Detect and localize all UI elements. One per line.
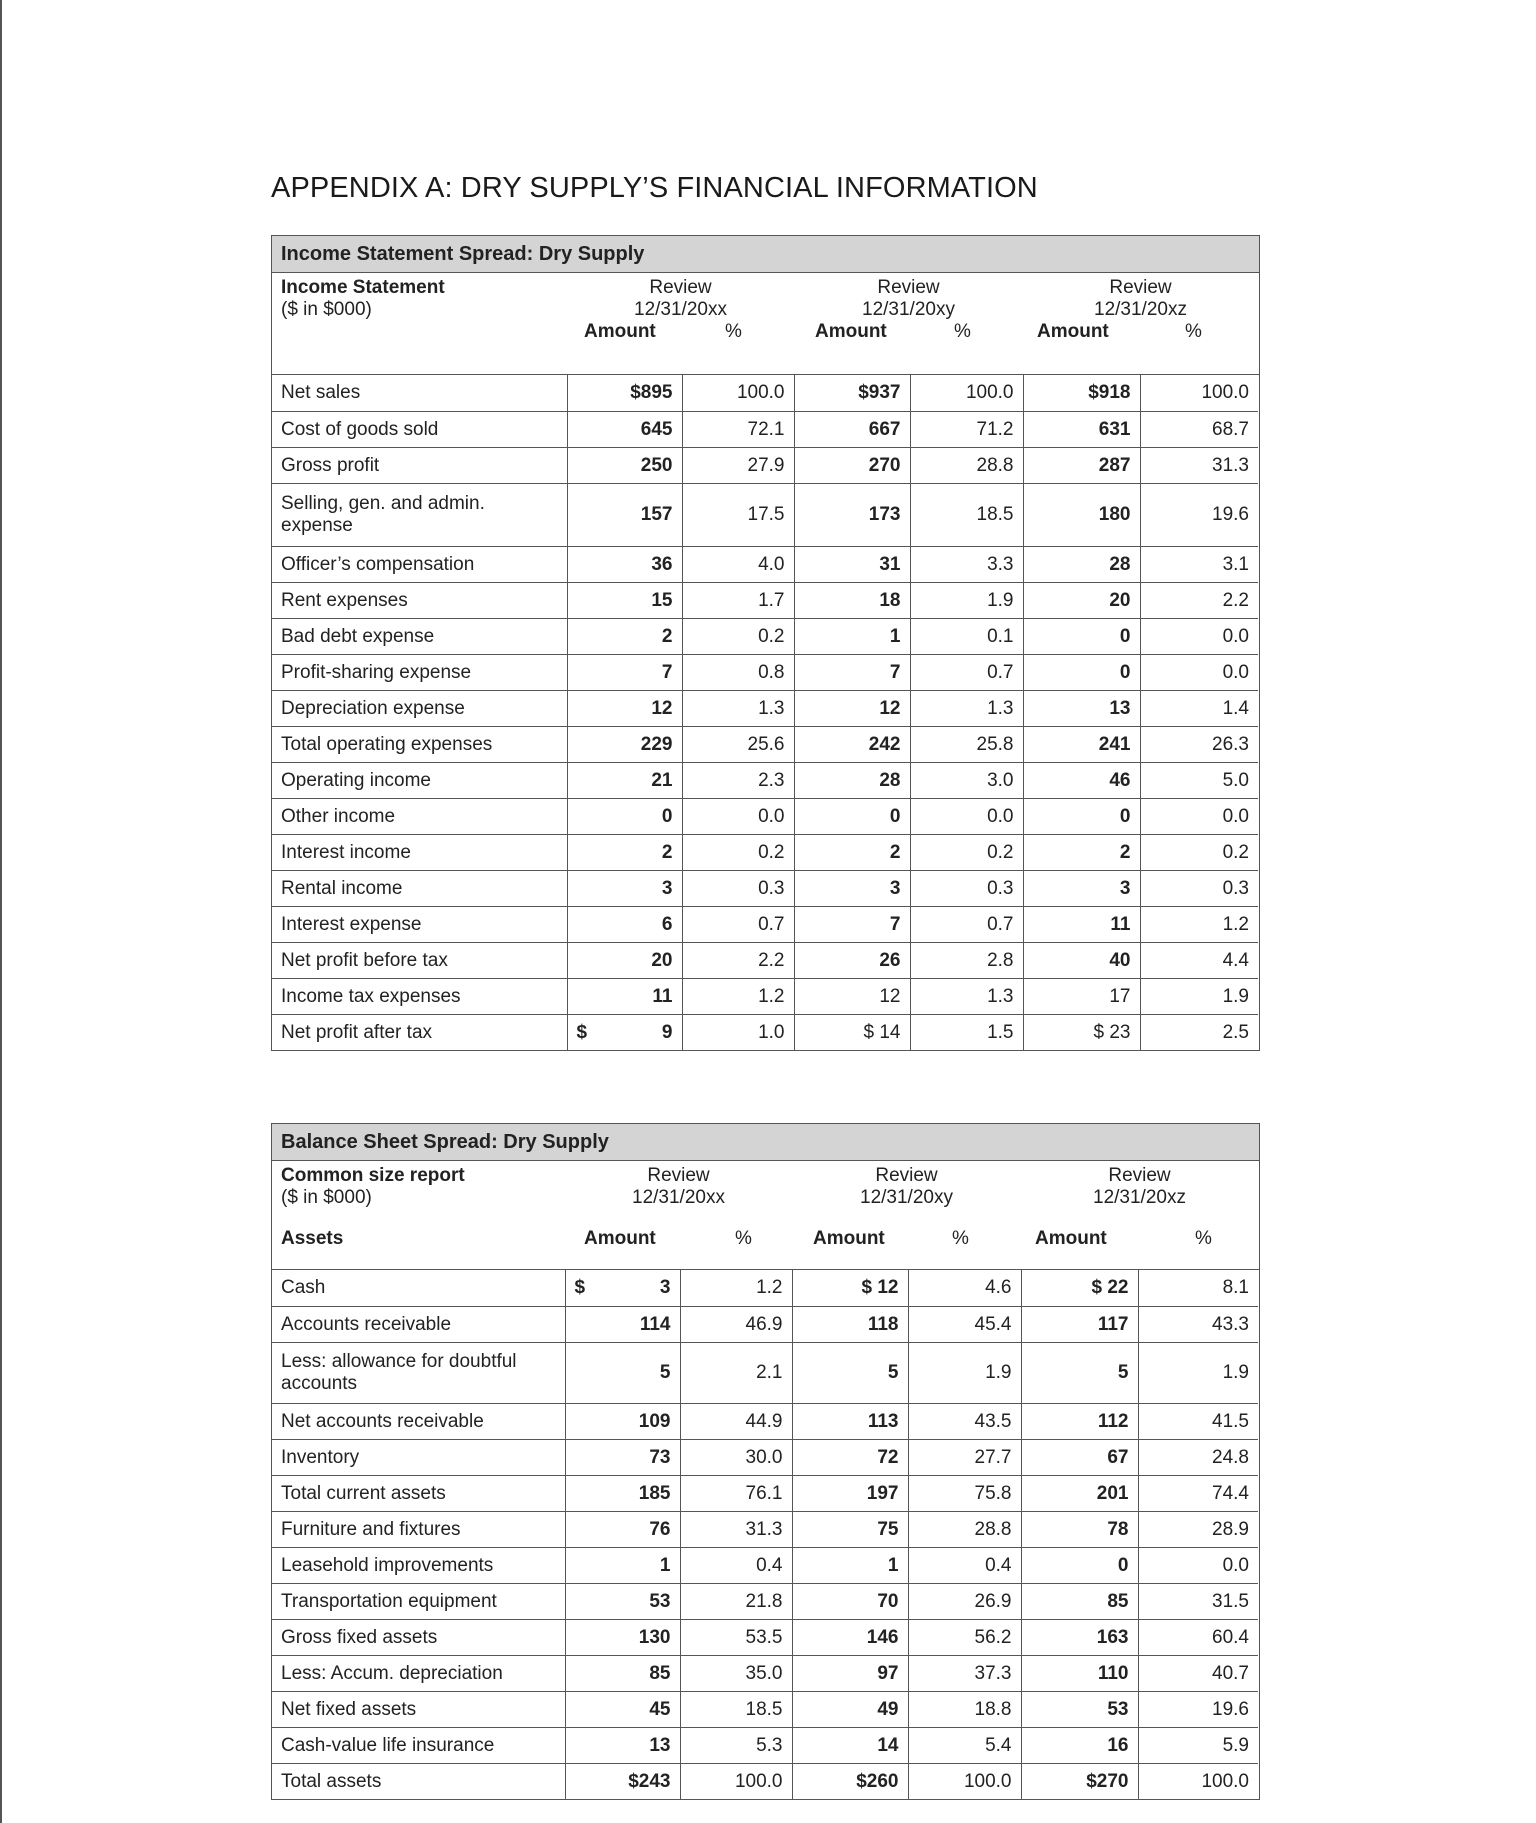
column-review-label: Review	[877, 277, 940, 298]
percent-cell: 1.3	[910, 690, 1023, 726]
amount-cell: 1	[794, 618, 910, 654]
percent-cell: 27.9	[682, 447, 794, 483]
row-label: Profit-sharing expense	[272, 654, 567, 690]
percent-cell: 2.1	[680, 1342, 792, 1403]
percent-cell: 71.2	[910, 411, 1023, 447]
amount-cell: 53	[565, 1583, 680, 1619]
column-review-label: Review	[1109, 277, 1172, 298]
row-net-profit-before-tax	[272, 942, 1258, 978]
percent-cell: 1.2	[1140, 906, 1258, 942]
percent-cell: 75.8	[908, 1475, 1021, 1511]
row-total-assets	[272, 1763, 1258, 1799]
income-statement-heading: Income Statement	[281, 277, 445, 298]
amount-cell: 17	[1023, 978, 1140, 1014]
percent-cell: 1.0	[682, 1014, 794, 1050]
percent-cell: 72.1	[682, 411, 794, 447]
percent-cell: 100.0	[680, 1763, 792, 1799]
amount-cell: 85	[1021, 1583, 1138, 1619]
column-amount-label: Amount	[815, 321, 887, 342]
percent-cell: 4.4	[1140, 942, 1258, 978]
amount-cell: 163	[1021, 1619, 1138, 1655]
amount-cell: 45	[565, 1691, 680, 1727]
row-label: Interest income	[272, 834, 567, 870]
percent-cell: 100.0	[1140, 375, 1258, 411]
row-label: Gross profit	[272, 447, 567, 483]
percent-cell: 1.2	[682, 978, 794, 1014]
row-label: Net profit before tax	[272, 942, 567, 978]
row-cost-of-goods-sold	[272, 411, 1258, 447]
row-gross-fixed-assets	[272, 1619, 1258, 1655]
percent-cell: 0.7	[910, 654, 1023, 690]
amount-cell: 5	[792, 1342, 908, 1403]
amount-cell: 7	[794, 906, 910, 942]
percent-cell: 5.4	[908, 1727, 1021, 1763]
percent-cell: 0.2	[682, 834, 794, 870]
income-statement-units: ($ in $000)	[281, 299, 372, 320]
amount-cell: $918	[1023, 375, 1140, 411]
amount-cell: 0	[794, 798, 910, 834]
amount-cell: 40	[1023, 942, 1140, 978]
percent-cell: 44.9	[680, 1403, 792, 1439]
amount-cell: 157	[567, 483, 682, 546]
amount-cell: 110	[1021, 1655, 1138, 1691]
column-date: 12/31/20xx	[634, 299, 727, 320]
amount-cell: 46	[1023, 762, 1140, 798]
amount-cell: 15	[567, 582, 682, 618]
column-percent-label: %	[954, 321, 971, 342]
amount-cell: 11	[567, 978, 682, 1014]
row-less-allowance-for-doubtful-accounts	[272, 1342, 1258, 1403]
amount-cell: $260	[792, 1763, 908, 1799]
percent-cell: 5.3	[680, 1727, 792, 1763]
amount-cell: $270	[1021, 1763, 1138, 1799]
amount-cell: 31	[794, 546, 910, 582]
amount-cell: 130	[565, 1619, 680, 1655]
percent-cell: 0.8	[682, 654, 794, 690]
amount-cell: 97	[792, 1655, 908, 1691]
row-rent-expenses	[272, 582, 1258, 618]
percent-cell: 31.3	[1140, 447, 1258, 483]
amount-cell: 70	[792, 1583, 908, 1619]
row-interest-expense	[272, 906, 1258, 942]
amount-cell: 18	[794, 582, 910, 618]
percent-cell: 100.0	[910, 375, 1023, 411]
percent-cell: 0.0	[1140, 618, 1258, 654]
row-label: Furniture and fixtures	[272, 1511, 565, 1547]
percent-cell: 1.5	[910, 1014, 1023, 1050]
row-total-operating-expenses	[272, 726, 1258, 762]
percent-cell: 0.2	[682, 618, 794, 654]
percent-cell: 4.0	[682, 546, 794, 582]
income-statement-header	[272, 273, 1259, 375]
percent-cell: 1.9	[908, 1342, 1021, 1403]
percent-cell: 1.2	[680, 1270, 792, 1306]
amount-cell: 12	[567, 690, 682, 726]
amount-cell: 1	[792, 1547, 908, 1583]
amount-cell: 146	[792, 1619, 908, 1655]
percent-cell: 17.5	[682, 483, 794, 546]
amount-cell: 20	[567, 942, 682, 978]
amount-cell: 78	[1021, 1511, 1138, 1547]
amount-cell: 7	[794, 654, 910, 690]
amount-cell: 73	[565, 1439, 680, 1475]
percent-cell: 43.5	[908, 1403, 1021, 1439]
amount-cell: 0	[567, 798, 682, 834]
percent-cell: 0.0	[910, 798, 1023, 834]
percent-cell: 2.2	[1140, 582, 1258, 618]
row-label: Inventory	[272, 1439, 565, 1475]
amount-cell: 13	[565, 1727, 680, 1763]
amount-cell: 114	[565, 1306, 680, 1342]
row-net-sales	[272, 375, 1258, 411]
percent-cell: 4.6	[908, 1270, 1021, 1306]
percent-cell: 68.7	[1140, 411, 1258, 447]
amount-cell: 36	[567, 546, 682, 582]
row-less-accum-depreciation	[272, 1655, 1258, 1691]
row-net-profit-after-tax	[272, 1014, 1258, 1050]
balance-sheet-table	[271, 1123, 1260, 1800]
balance-sheet-heading: Common size report	[281, 1165, 465, 1186]
percent-cell: 18.5	[680, 1691, 792, 1727]
page-edge-rule	[0, 0, 2, 1823]
row-net-accounts-receivable	[272, 1403, 1258, 1439]
row-cash	[272, 1270, 1258, 1306]
row-label: Depreciation expense	[272, 690, 567, 726]
row-label: Net profit after tax	[272, 1014, 567, 1050]
percent-cell: 0.4	[680, 1547, 792, 1583]
amount-cell: $937	[794, 375, 910, 411]
amount-cell: 113	[792, 1403, 908, 1439]
column-review-label: Review	[875, 1165, 938, 1186]
percent-cell: 8.1	[1138, 1270, 1258, 1306]
percent-cell: 19.6	[1140, 483, 1258, 546]
percent-cell: 2.5	[1140, 1014, 1258, 1050]
percent-cell: 25.8	[910, 726, 1023, 762]
row-transportation-equipment	[272, 1583, 1258, 1619]
row-label: Total current assets	[272, 1475, 565, 1511]
percent-cell: 24.8	[1138, 1439, 1258, 1475]
percent-cell: 0.0	[1140, 654, 1258, 690]
amount-cell: $ 22	[1021, 1270, 1138, 1306]
amount-cell: 28	[794, 762, 910, 798]
row-label: Income tax expenses	[272, 978, 567, 1014]
percent-cell: 45.4	[908, 1306, 1021, 1342]
column-percent-label: %	[952, 1228, 969, 1249]
percent-cell: 0.7	[682, 906, 794, 942]
amount-cell: 3	[567, 870, 682, 906]
percent-cell: 100.0	[908, 1763, 1021, 1799]
row-net-fixed-assets	[272, 1691, 1258, 1727]
percent-cell: 1.3	[910, 978, 1023, 1014]
amount-cell: 250	[567, 447, 682, 483]
column-percent-label: %	[1195, 1228, 1212, 1249]
amount-cell: $243	[565, 1763, 680, 1799]
row-depreciation-expense	[272, 690, 1258, 726]
row-officers-compensation	[272, 546, 1258, 582]
amount-cell: 112	[1021, 1403, 1138, 1439]
income-statement-caption: Income Statement Spread: Dry Supply	[272, 236, 1259, 273]
amount-cell: 229	[567, 726, 682, 762]
percent-cell: 21.8	[680, 1583, 792, 1619]
column-date: 12/31/20xz	[1094, 299, 1187, 320]
row-label: Transportation equipment	[272, 1583, 565, 1619]
amount-cell: $ 23	[1023, 1014, 1140, 1050]
column-amount-label: Amount	[584, 321, 656, 342]
percent-cell: 40.7	[1138, 1655, 1258, 1691]
percent-cell: 28.8	[910, 447, 1023, 483]
amount-cell: 0	[1023, 654, 1140, 690]
amount-cell: $ 3	[565, 1270, 680, 1306]
percent-cell: 26.9	[908, 1583, 1021, 1619]
amount-cell: 2	[567, 834, 682, 870]
column-amount-label: Amount	[1037, 321, 1109, 342]
amount-cell: 241	[1023, 726, 1140, 762]
row-label: Total assets	[272, 1763, 565, 1799]
amount-cell: 631	[1023, 411, 1140, 447]
amount-cell: 197	[792, 1475, 908, 1511]
row-profit-sharing-expense	[272, 654, 1258, 690]
amount-cell: 12	[794, 690, 910, 726]
percent-cell: 35.0	[680, 1655, 792, 1691]
percent-cell: 1.7	[682, 582, 794, 618]
amount-cell: 20	[1023, 582, 1140, 618]
amount-cell: 76	[565, 1511, 680, 1547]
row-gross-profit	[272, 447, 1258, 483]
row-label: Net accounts receivable	[272, 1403, 565, 1439]
amount-cell: 242	[794, 726, 910, 762]
column-date: 12/31/20xx	[632, 1187, 725, 1208]
percent-cell: 28.9	[1138, 1511, 1258, 1547]
column-date: 12/31/20xy	[862, 299, 955, 320]
row-bad-debt-expense	[272, 618, 1258, 654]
amount-cell: 0	[1021, 1547, 1138, 1583]
amount-cell: 53	[1021, 1691, 1138, 1727]
amount-cell: $ 14	[794, 1014, 910, 1050]
row-selling-gen-and-admin-expense	[272, 483, 1258, 546]
percent-cell: 56.2	[908, 1619, 1021, 1655]
percent-cell: 28.8	[908, 1511, 1021, 1547]
column-amount-label: Amount	[813, 1228, 885, 1249]
column-amount-label: Amount	[1035, 1228, 1107, 1249]
percent-cell: 43.3	[1138, 1306, 1258, 1342]
column-review-label: Review	[647, 1165, 710, 1186]
row-label: Net fixed assets	[272, 1691, 565, 1727]
amount-cell: 117	[1021, 1306, 1138, 1342]
amount-cell: 6	[567, 906, 682, 942]
percent-cell: 0.4	[908, 1547, 1021, 1583]
percent-cell: 76.1	[680, 1475, 792, 1511]
row-label: Total operating expenses	[272, 726, 567, 762]
balance-sheet-section-assets: Assets	[281, 1228, 344, 1249]
row-label: Net sales	[272, 375, 567, 411]
amount-cell: 3	[1023, 870, 1140, 906]
percent-cell: 3.0	[910, 762, 1023, 798]
percent-cell: 0.0	[682, 798, 794, 834]
income-statement-table	[271, 235, 1260, 1051]
amount-cell: 26	[794, 942, 910, 978]
column-percent-label: %	[725, 321, 742, 342]
percent-cell: 19.6	[1138, 1691, 1258, 1727]
row-leasehold-improvements	[272, 1547, 1258, 1583]
amount-cell: 11	[1023, 906, 1140, 942]
percent-cell: 0.1	[910, 618, 1023, 654]
row-label: Selling, gen. and admin. expense	[272, 483, 567, 546]
row-income-tax-expenses	[272, 978, 1258, 1014]
row-label: Rental income	[272, 870, 567, 906]
amount-cell: 2	[794, 834, 910, 870]
column-review-label: Review	[649, 277, 712, 298]
row-furniture-and-fixtures	[272, 1511, 1258, 1547]
amount-cell: 5	[1021, 1342, 1138, 1403]
amount-cell: 118	[792, 1306, 908, 1342]
amount-cell: 5	[565, 1342, 680, 1403]
percent-cell: 2.3	[682, 762, 794, 798]
row-interest-income	[272, 834, 1258, 870]
page-title: APPENDIX A: DRY SUPPLY’S FINANCIAL INFORMATION	[271, 172, 1038, 204]
percent-cell: 37.3	[908, 1655, 1021, 1691]
column-amount-label: Amount	[584, 1228, 656, 1249]
percent-cell: 25.6	[682, 726, 794, 762]
percent-cell: 2.2	[682, 942, 794, 978]
amount-cell: 645	[567, 411, 682, 447]
percent-cell: 1.9	[1138, 1342, 1258, 1403]
amount-cell: 13	[1023, 690, 1140, 726]
percent-cell: 5.0	[1140, 762, 1258, 798]
percent-cell: 3.1	[1140, 546, 1258, 582]
column-percent-label: %	[1185, 321, 1202, 342]
row-cash-value-life-insurance	[272, 1727, 1258, 1763]
percent-cell: 1.9	[910, 582, 1023, 618]
row-operating-income	[272, 762, 1258, 798]
amount-cell: 49	[792, 1691, 908, 1727]
balance-sheet-rows	[272, 1270, 1258, 1799]
percent-cell: 18.5	[910, 483, 1023, 546]
amount-cell: 0	[1023, 618, 1140, 654]
percent-cell: 1.3	[682, 690, 794, 726]
row-total-current-assets	[272, 1475, 1258, 1511]
row-label: Interest expense	[272, 906, 567, 942]
row-label: Cash	[272, 1270, 565, 1306]
amount-cell: 85	[565, 1655, 680, 1691]
amount-cell: 67	[1021, 1439, 1138, 1475]
balance-sheet-units: ($ in $000)	[281, 1187, 372, 1208]
row-label: Rent expenses	[272, 582, 567, 618]
amount-cell: 2	[1023, 834, 1140, 870]
amount-cell: 16	[1021, 1727, 1138, 1763]
percent-cell: 5.9	[1138, 1727, 1258, 1763]
percent-cell: 46.9	[680, 1306, 792, 1342]
percent-cell: 0.3	[910, 870, 1023, 906]
amount-cell: 287	[1023, 447, 1140, 483]
amount-cell: 72	[792, 1439, 908, 1475]
column-review-label: Review	[1108, 1165, 1171, 1186]
amount-cell: 173	[794, 483, 910, 546]
amount-cell: 0	[1023, 798, 1140, 834]
balance-sheet-caption: Balance Sheet Spread: Dry Supply	[272, 1124, 1259, 1161]
percent-cell: 1.9	[1140, 978, 1258, 1014]
percent-cell: 53.5	[680, 1619, 792, 1655]
percent-cell: 0.0	[1138, 1547, 1258, 1583]
column-percent-label: %	[735, 1228, 752, 1249]
percent-cell: 18.8	[908, 1691, 1021, 1727]
amount-cell: 3	[794, 870, 910, 906]
percent-cell: 60.4	[1138, 1619, 1258, 1655]
row-label: Operating income	[272, 762, 567, 798]
percent-cell: 41.5	[1138, 1403, 1258, 1439]
row-label: Accounts receivable	[272, 1306, 565, 1342]
row-label: Gross fixed assets	[272, 1619, 565, 1655]
percent-cell: 26.3	[1140, 726, 1258, 762]
row-label: Officer’s compensation	[272, 546, 567, 582]
percent-cell: 0.3	[682, 870, 794, 906]
row-label: Cash-value life insurance	[272, 1727, 565, 1763]
percent-cell: 100.0	[682, 375, 794, 411]
amount-cell: 21	[567, 762, 682, 798]
percent-cell: 31.3	[680, 1511, 792, 1547]
amount-cell: $ 9	[567, 1014, 682, 1050]
amount-cell: 7	[567, 654, 682, 690]
balance-sheet-header	[272, 1161, 1259, 1270]
row-label: Bad debt expense	[272, 618, 567, 654]
row-label: Leasehold improvements	[272, 1547, 565, 1583]
percent-cell: 0.2	[1140, 834, 1258, 870]
row-label: Less: Accum. depreciation	[272, 1655, 565, 1691]
amount-cell: 1	[565, 1547, 680, 1583]
percent-cell: 100.0	[1138, 1763, 1258, 1799]
percent-cell: 3.3	[910, 546, 1023, 582]
percent-cell: 0.2	[910, 834, 1023, 870]
percent-cell: 0.3	[1140, 870, 1258, 906]
amount-cell: 667	[794, 411, 910, 447]
percent-cell: 30.0	[680, 1439, 792, 1475]
row-label: Less: allowance for doubtful accounts	[272, 1342, 565, 1403]
percent-cell: 27.7	[908, 1439, 1021, 1475]
percent-cell: 74.4	[1138, 1475, 1258, 1511]
amount-cell: 185	[565, 1475, 680, 1511]
amount-cell: 75	[792, 1511, 908, 1547]
row-inventory	[272, 1439, 1258, 1475]
percent-cell: 0.0	[1140, 798, 1258, 834]
amount-cell: 12	[794, 978, 910, 1014]
column-date: 12/31/20xy	[860, 1187, 953, 1208]
row-accounts-receivable	[272, 1306, 1258, 1342]
amount-cell: 28	[1023, 546, 1140, 582]
amount-cell: 270	[794, 447, 910, 483]
amount-cell: 14	[792, 1727, 908, 1763]
amount-cell: $895	[567, 375, 682, 411]
percent-cell: 1.4	[1140, 690, 1258, 726]
row-other-income	[272, 798, 1258, 834]
row-label: Other income	[272, 798, 567, 834]
amount-cell: 109	[565, 1403, 680, 1439]
amount-cell: 2	[567, 618, 682, 654]
percent-cell: 31.5	[1138, 1583, 1258, 1619]
percent-cell: 0.7	[910, 906, 1023, 942]
row-label: Cost of goods sold	[272, 411, 567, 447]
column-date: 12/31/20xz	[1093, 1187, 1186, 1208]
amount-cell: $ 12	[792, 1270, 908, 1306]
row-rental-income	[272, 870, 1258, 906]
percent-cell: 2.8	[910, 942, 1023, 978]
income-statement-rows	[272, 375, 1258, 1050]
amount-cell: 180	[1023, 483, 1140, 546]
amount-cell: 201	[1021, 1475, 1138, 1511]
